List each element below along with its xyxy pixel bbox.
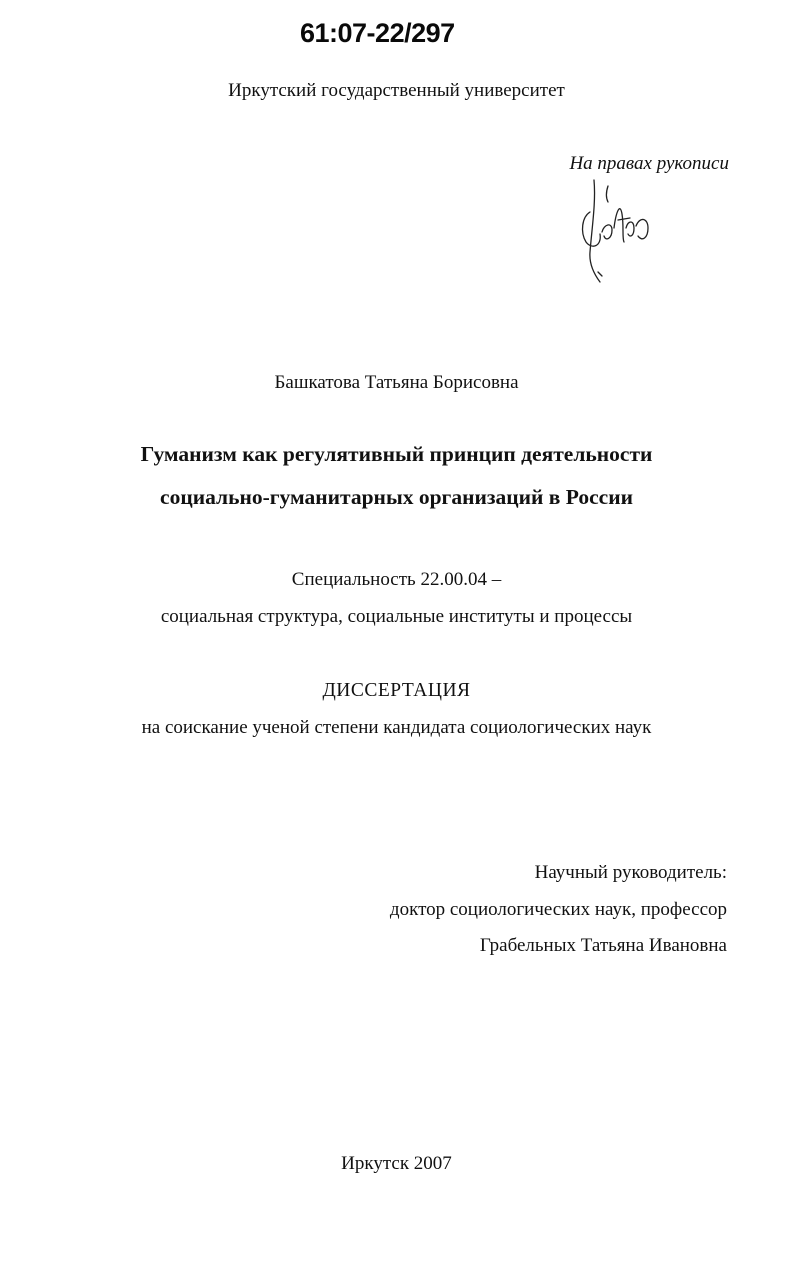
- manuscript-rights-note: На правах рукописи: [569, 153, 729, 174]
- specialty-name: социальная структура, социальные институты и процессы: [160, 606, 633, 627]
- degree-statement: на соискание ученой степени кандидата социологических наук: [141, 717, 652, 738]
- place-and-year: Иркутск 2007: [341, 1153, 452, 1174]
- signature: [572, 172, 662, 287]
- supervisor-name: Грабельных Татьяна Ивановна: [479, 935, 727, 956]
- supervisor-label: Научный руководитель:: [534, 862, 727, 883]
- author-name: Башкатова Татьяна Борисовна: [274, 372, 519, 393]
- document-type: ДИССЕРТАЦИЯ: [322, 680, 471, 701]
- supervisor-credentials: доктор социологических наук, профессор: [389, 899, 727, 920]
- dissertation-title-line-2: социально-гуманитарных организаций в России: [160, 485, 633, 509]
- catalog-code: 61:07-22/297: [300, 18, 455, 48]
- specialty-code: Специальность 22.00.04 –: [291, 569, 502, 590]
- dissertation-title-line-1: Гуманизм как регулятивный принцип деятельности: [140, 442, 653, 466]
- university-name: Иркутский государственный университет: [228, 80, 565, 101]
